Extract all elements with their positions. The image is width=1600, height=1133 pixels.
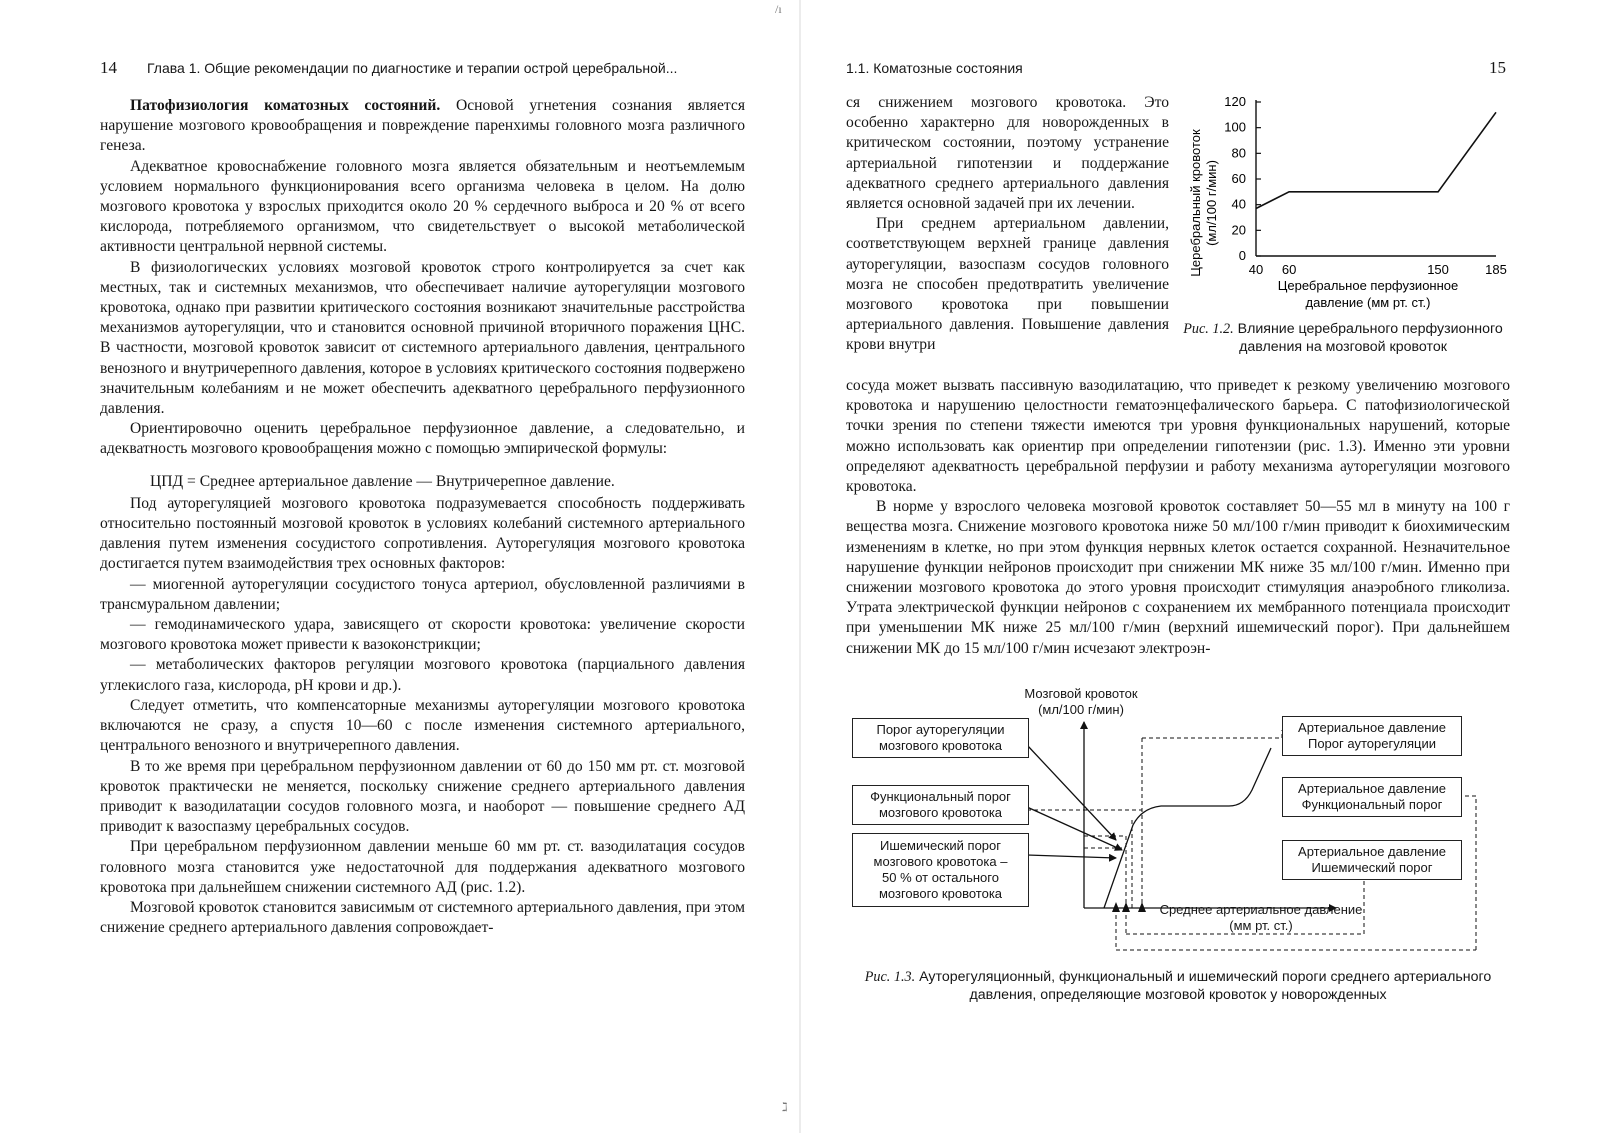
scan-mark-bottom: ℷ (782, 1100, 788, 1114)
box-line: мозгового кровотока (878, 886, 1003, 901)
box-line: мозгового кровотока (878, 738, 1003, 753)
x-ticks (1249, 262, 1507, 277)
figure-1-3 (846, 680, 1510, 970)
figure-1-2-caption (1178, 320, 1508, 356)
list-item: — миогенной ауторегуляции сосудистого тонуса артериол, обусловленной различиями в трансмуральном давлении; (100, 575, 745, 613)
y-tick-label: 60 (1231, 171, 1246, 186)
series-line (1256, 112, 1496, 208)
right-pressure-box (1282, 840, 1462, 880)
paragraph: При среднем артериальном давлении, соответствующем верхней границе давления ауторегуляции, вазоспазм сосудов головного мозга не способен предотвратить увеличение мозгового кровотока при повышении артериального давления. Повышение давления крови внутри (846, 215, 1169, 354)
x-tick-label: 60 (1281, 262, 1297, 277)
list-item: — гемодинамического удара, зависящего от скорости кровотока: увеличение скорости мозгового кровотока может привести к вазоконстрикции; (100, 616, 745, 654)
pointer-arrow (1027, 807, 1122, 850)
x-axis-label-line: Среднее артериальное давление (1159, 902, 1363, 917)
paragraph: ся снижением мозгового кровотока. Это особенно характерно для новорожденных в критическом состоянии, поэтому устранение артериальной гипотензии и поддержание адекватного среднего артериального давления является основной задачей при их лечении. (846, 94, 1169, 213)
y-tick-label: 100 (1224, 119, 1246, 135)
box-line: Функциональный порог (870, 789, 1011, 804)
box-line: мозгового кровотока (878, 805, 1003, 820)
x-axis-label-line: (мм рт. ст.) (1229, 918, 1293, 933)
box-line: мозгового кровотока – (873, 854, 1008, 869)
paragraph: Адекватное кровоснабжение головного мозга является обязательным и неотъемлемым условием нормального функционирования всего организма человека в целом. На долю мозгового кровотока у взрослых приходится около 20 % сердечного выброса и 20 % от всего кислорода, потребляемого организмом, что свидетельствует о высокой метаболической активности центральной нервной системы. (100, 157, 745, 256)
box-line: Артериальное давление (1298, 781, 1446, 796)
left-running-head (100, 58, 745, 78)
paragraph-text: Основой угнетения сознания является нарушение мозгового кровообращения и повреждение паренхимы головного мозга различного генеза. (100, 97, 746, 155)
y-tick-label: 40 (1231, 196, 1246, 212)
y-axis-label-line: (мл/100 г/мин) (1038, 702, 1124, 717)
left-threshold-box (852, 718, 1029, 758)
caption-label: Рис. 1.3. (864, 969, 916, 985)
list-item: — метаболических факторов регуляции мозгового кровотока (парциального давления углекислого газа, кислорода, рН крови и др.). (100, 656, 745, 694)
paragraph: Следует отметить, что компенсаторные механизмы ауторегуляции мозгового кровотока включаются не сразу, а спустя 10—60 с после изменения системного артериального, центрального венозного и внутричерепного давления. (100, 696, 745, 755)
paragraph (100, 96, 745, 157)
paragraph: При церебральном перфузионном давлении меньше 60 мм рт. ст. вазодилатация сосудов головного мозга становится уже недостаточной для поддержания адекватного мозгового кровотока при дальнейшем снижении системного АД (рис. 1.2). (100, 838, 745, 896)
paragraph: сосуда может вызвать пассивную вазодилатацию, что приведет к резкому увеличению мозгового кровотока и нарушению целостности гематоэнцефалического барьера. С патофизиологической точки зрения по степени тяжести имеются три уровня функциональных нарушений, которые можно использовать как ориентир при определении гипотензии (рис. 1.3). Именно эти уровни определяют адекватность церебральной перфузии и работу механизма ауторегуляции мозгового кровотока. (846, 377, 1510, 496)
x-axis-label: Церебральное перфузионное (1277, 278, 1459, 293)
y-axis-unit: (мл/100 г/мин) (1204, 160, 1219, 246)
left-threshold-box (852, 785, 1029, 825)
paragraph: В норме у взрослого человека мозговой кровоток составляет 50—55 мл в минуту на 100 г вещества мозга. Снижение мозгового кровотока ниже 50 мл/100 г/мин приводит к биохимическим изменениям в клетке, но при этом функция нервных клеток остается сохранной. Незначительное нарушение функции нейронов происходит при снижении МК ниже 35 мл/100 г/мин. Именно при снижении мозгового кровотока до этого уровня происходит стимуляция анаэробного гликолиза. Утрата электрической функции нейронов с сохранением их мембранного потенциала происходит при уменьшении МК ниже 25 мл/100 г/мин (верхний ишемический порог). При дальнейшем снижении МК до 15 мл/100 г/мин исчезают электроэн- (846, 498, 1510, 657)
chart-axes (1256, 100, 1496, 256)
chart-series (1256, 112, 1496, 208)
right-running-title: 1.1. Коматозные состояния (846, 60, 1023, 76)
right-pressure-box (1282, 716, 1462, 756)
paragraph: Мозговой кровоток становится зависимым от системного артериального давления, при этом снижение среднего артериального давления сопровождает- (100, 898, 745, 937)
right-pressure-box (1282, 777, 1462, 817)
caption-text: Влияние церебрального перфузионного давления на мозговой кровоток (1233, 321, 1503, 355)
scan-mark-top: /ı (775, 2, 782, 16)
box-line: Ишемический порог (1311, 860, 1433, 875)
y-tick-label: 20 (1231, 222, 1246, 238)
left-running-title: Глава 1. Общие рекомендации по диагностике и терапии острой церебральной... (147, 60, 678, 76)
box-line: Порог ауторегуляции (1307, 736, 1437, 751)
box-line: Ишемический порог (880, 838, 1001, 853)
y-tick-label: 120 (1224, 94, 1246, 109)
left-body-text (100, 96, 745, 938)
formula: ЦПД = Среднее артериальное давление — Внутричерепное давление. (150, 472, 615, 490)
figure-1-2 (1178, 88, 1508, 368)
caption-text: Ауторегуляционный, функциональный и ишемический пороги среднего артериального давления, определяющие мозговой кровоток у новорожденных (915, 969, 1492, 1003)
y-tick-label: 80 (1231, 145, 1246, 161)
x-marker-arrow (1122, 902, 1130, 912)
left-threshold-box (852, 833, 1029, 907)
section-heading: Патофизиология коматозных состояний. (130, 97, 441, 114)
paragraph: В то же время при церебральном перфузионном давлении от 60 до 150 мм рт. ст. мозговой кровоток практически не меняется, поскольку снижение среднего артериального давления приводит к вазодилатации сосудов головного мозга, и наоборот — повышение среднего АД приводит к вазоспазму церебральных сосудов. (100, 757, 745, 836)
right-page-number: 15 (1489, 58, 1506, 77)
x-marker-arrow (1112, 902, 1120, 912)
paragraph: В физиологических условиях мозговой кровоток строго контролируется за счет как местных, так и системных механизмов, что обеспечивает наличие ауторегуляции мозгового кровотока, однако при развитии критического состояния возникают значительные расстройства механизмов ауторегуляции, что и становится основной причиной вторичного поражения ЦНС. В частности, мозговой кровоток зависит от системного артериального давления, центрального венозного и внутричерепного давления, которое в условиях критического состояния подвержено значительным колебаниям и не может обеспечить адекватного церебрального перфузионного давления. (100, 258, 745, 418)
right-page (800, 0, 1600, 1133)
paragraph: Под ауторегуляцией мозгового кровотока подразумевается способность поддерживать относительно постоянный мозговой кровоток в условиях колебаний системного артериального давления путем изменения сосудистого сопротивления. Ауторегуляция мозгового кровотока достигается путем взаимодействия трех основных факторов: (100, 494, 745, 573)
flow-curve (1104, 748, 1271, 908)
y-axis-label (996, 686, 1166, 718)
right-running-head (846, 58, 1506, 78)
box-line: Артериальное давление (1298, 844, 1446, 859)
box-line: 50 % от остального (882, 870, 999, 885)
caption-label: Рис. 1.2. (1183, 321, 1234, 337)
x-axis-label (1146, 902, 1376, 934)
box-line: Порог ауторегуляции (876, 722, 1005, 737)
x-tick-label: 40 (1248, 262, 1264, 277)
right-narrow-text (846, 93, 1169, 356)
x-tick-label: 150 (1427, 262, 1449, 277)
x-tick-label: 185 (1485, 262, 1507, 277)
right-full-text (846, 376, 1510, 659)
y-axis-label: Церебральный кровоток (1188, 129, 1203, 277)
left-page-number: 14 (100, 58, 117, 77)
figure-1-3-caption (846, 968, 1510, 1004)
figure-1-2-chart (1178, 88, 1508, 318)
y-tick-label: 0 (1238, 248, 1246, 263)
x-marker-arrow (1138, 902, 1146, 912)
box-line: Функциональный порог (1301, 797, 1443, 812)
box-line: Артериальное давление (1298, 720, 1446, 735)
paragraph: Ориентировочно оценить церебральное перфузионное давление, а следовательно, и адекватность мозгового кровообращения можно с помощью эмпирической формулы: (100, 420, 745, 458)
pointer-arrow (1027, 745, 1116, 840)
y-axis-label-line: Мозговой кровоток (1024, 686, 1138, 701)
pointer-arrow (1027, 855, 1116, 858)
x-axis-unit: давление (мм рт. ст.) (1305, 295, 1431, 310)
